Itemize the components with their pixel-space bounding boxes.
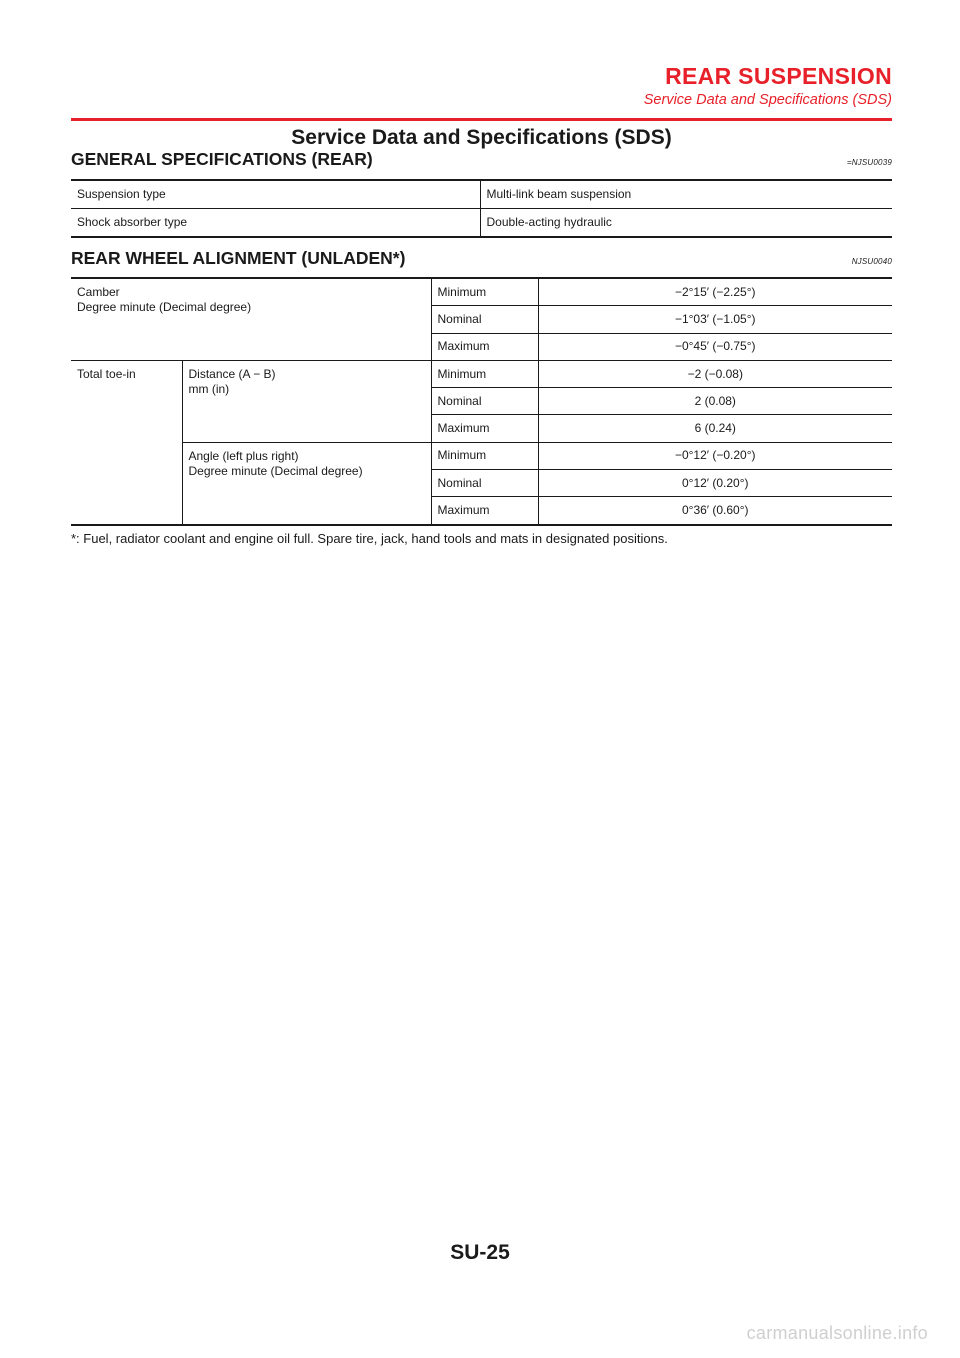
toe-angle-unit: Degree minute (Decimal degree) [188, 463, 363, 478]
toe-angle-cell [182, 442, 431, 524]
page-number: SU-25 [450, 1241, 510, 1264]
toe-distance-label: Distance (A − B) [188, 366, 276, 381]
limit-label: Minimum [431, 442, 538, 469]
total-toe-in-label: Total toe-in [71, 360, 182, 524]
section-subtitle: Service Data and Specifications (SDS) [643, 92, 892, 108]
table-row [71, 209, 892, 238]
spec-value: Multi-link beam suspension [480, 180, 892, 209]
table-row [71, 442, 892, 469]
limit-value: 0°12′ (0.20°) [538, 470, 892, 497]
toe-angle-label: Angle (left plus right) [188, 448, 299, 463]
general-specifications-heading [71, 148, 892, 170]
general-heading-text: GENERAL SPECIFICATIONS (REAR) [71, 149, 373, 169]
general-specifications-table [71, 179, 892, 238]
limit-value: −2°15′ (−2.25°) [538, 278, 892, 306]
alignment-reference-code: NJSU0040 [851, 257, 892, 266]
limit-value: −1°03′ (−1.05°) [538, 306, 892, 333]
spec-label: Suspension type [77, 187, 166, 201]
limit-label: Nominal [431, 306, 538, 333]
header-divider [71, 118, 892, 121]
camber-label: Camber [77, 285, 120, 299]
rear-wheel-alignment-table [71, 277, 892, 526]
limit-value: 2 (0.08) [538, 388, 892, 415]
toe-distance-cell [182, 360, 431, 442]
limit-label: Minimum [431, 278, 538, 306]
table-row [71, 278, 892, 306]
limit-value: 0°36′ (0.60°) [538, 497, 892, 525]
toe-distance-unit: mm (in) [188, 381, 230, 396]
spec-value: Double-acting hydraulic [480, 209, 892, 238]
limit-label: Nominal [431, 470, 538, 497]
limit-value: −0°45′ (−0.75°) [538, 333, 892, 360]
watermark-text: carmanualsonline.info [746, 1323, 928, 1343]
table-row [71, 180, 892, 209]
general-reference-code: =NJSU0039 [846, 158, 892, 167]
section-name: REAR SUSPENSION [665, 63, 892, 89]
camber-cell [71, 278, 431, 360]
limit-label: Maximum [431, 333, 538, 360]
limit-label: Maximum [431, 415, 538, 442]
running-header [644, 62, 892, 109]
limit-value: 6 (0.24) [538, 415, 892, 442]
limit-value: −2 (−0.08) [538, 360, 892, 387]
camber-unit: Degree minute (Decimal degree) [77, 300, 252, 314]
spec-label: Shock absorber type [71, 209, 480, 238]
unladen-footnote: *: Fuel, radiator coolant and engine oil full. Spare tire, jack, hand tools and mats in designated positions. [71, 531, 668, 546]
rear-wheel-alignment-heading [71, 247, 892, 269]
limit-value: −0°12′ (−0.20°) [538, 442, 892, 469]
limit-label: Nominal [431, 388, 538, 415]
alignment-heading-text: REAR WHEEL ALIGNMENT (UNLADEN*) [71, 248, 406, 268]
limit-label: Minimum [431, 360, 538, 387]
page-title: Service Data and Specifications (SDS) [291, 126, 672, 149]
limit-label: Maximum [431, 497, 538, 525]
table-row [71, 360, 892, 387]
